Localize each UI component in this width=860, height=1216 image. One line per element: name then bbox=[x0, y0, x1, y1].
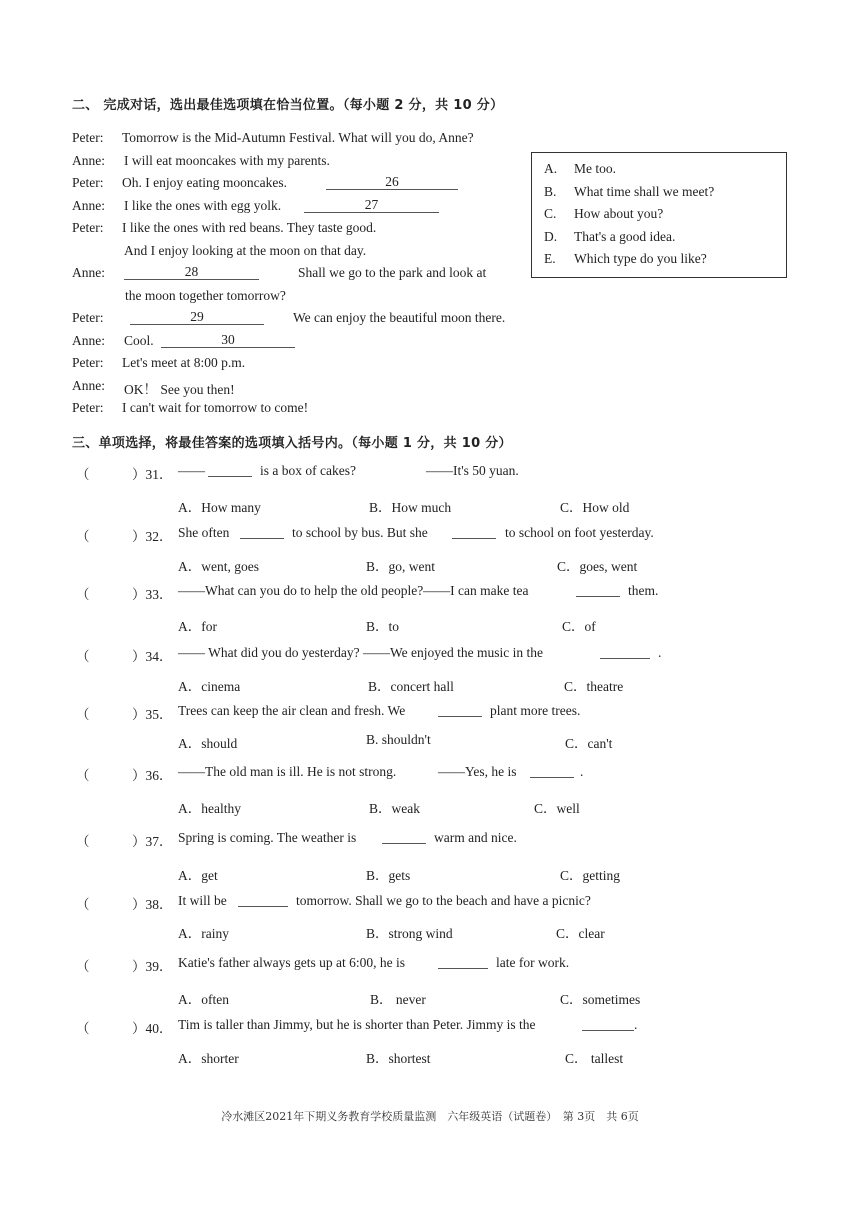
question-text: to school by bus. But she bbox=[292, 525, 428, 540]
speaker-label: Anne: bbox=[72, 198, 105, 213]
question-number: ）32． bbox=[132, 529, 173, 544]
question-40 bbox=[76, 1017, 776, 1037]
question-number: ）33． bbox=[132, 587, 173, 602]
speaker-label: Peter: bbox=[72, 355, 104, 370]
choice-40-c[interactable]: C． tallest bbox=[565, 1051, 624, 1066]
speaker-label: Anne: bbox=[72, 265, 105, 280]
speaker-label: Peter: bbox=[72, 400, 104, 415]
question-33 bbox=[76, 583, 776, 603]
answer-blank bbox=[240, 527, 284, 539]
answer-blank bbox=[238, 895, 288, 907]
question-text: plant more trees. bbox=[490, 703, 581, 718]
option-letter: E. bbox=[544, 251, 556, 266]
answer-blank bbox=[438, 705, 482, 717]
answer-paren[interactable]: （ bbox=[76, 707, 90, 722]
dialogue-text: Tomorrow is the Mid-Autumn Festival. What will you do, Anne? bbox=[122, 130, 474, 145]
question-39 bbox=[76, 955, 776, 975]
answer-paren[interactable]: （ bbox=[76, 587, 90, 602]
question-number: ）40． bbox=[132, 1021, 173, 1036]
speaker-label: Peter: bbox=[72, 220, 104, 235]
dialogue-line-5 bbox=[72, 220, 377, 236]
section3-heading: 三、单项选择，将最佳答案的选项填入括号内。（每小题 1 分，共 10 分） bbox=[72, 436, 512, 451]
dialogue-text: OK！ See you then! bbox=[124, 382, 235, 397]
choice-33-b[interactable]: B．to bbox=[366, 619, 400, 634]
question-38 bbox=[76, 893, 776, 913]
option-text: Me too. bbox=[574, 161, 616, 176]
answer-blank bbox=[452, 527, 496, 539]
option-letter: D. bbox=[544, 229, 558, 244]
dialogue-line-13 bbox=[72, 400, 309, 416]
answer-blank bbox=[382, 832, 426, 844]
dialogue-line-11 bbox=[72, 355, 246, 371]
question-text: to school on foot yesterday. bbox=[505, 525, 654, 540]
dialogue-text: I like the ones with egg yolk. bbox=[124, 198, 282, 213]
choice-35-b[interactable]: B. shouldn't bbox=[366, 732, 431, 747]
question-32 bbox=[76, 525, 776, 545]
option-text: That's a good idea. bbox=[574, 229, 676, 244]
choice-39-b[interactable]: B． never bbox=[370, 992, 426, 1007]
section2-heading: 二、 完成对话，选出最佳选项填在恰当位置。（每小题 2 分，共 10 分） bbox=[72, 98, 504, 113]
choice-34-b[interactable]: B．concert hall bbox=[368, 679, 454, 694]
dialogue-text: the moon together tomorrow? bbox=[125, 288, 286, 303]
question-number: ）39． bbox=[132, 959, 173, 974]
answer-blank bbox=[438, 957, 488, 969]
option-a bbox=[544, 161, 616, 177]
answer-blank-30[interactable]: 30 bbox=[161, 333, 295, 348]
option-b bbox=[544, 184, 714, 200]
question-36 bbox=[76, 764, 776, 784]
speaker-label: Peter: bbox=[72, 130, 104, 145]
choice-35-c[interactable]: C．can't bbox=[565, 736, 613, 751]
choice-37-b[interactable]: B．gets bbox=[366, 868, 411, 883]
choice-39-a[interactable]: A．often bbox=[178, 992, 229, 1007]
choice-40-a[interactable]: A．shorter bbox=[178, 1051, 239, 1066]
question-text: Trees can keep the air clean and fresh. We bbox=[178, 703, 406, 718]
question-text: Katie's father always gets up at 6:00, he is bbox=[178, 955, 405, 970]
dialogue-line-2 bbox=[72, 153, 330, 169]
question-text: tomorrow. Shall we go to the beach and have a picnic? bbox=[296, 893, 591, 908]
option-text: What time shall we meet? bbox=[574, 184, 715, 199]
question-number: ）36． bbox=[132, 768, 173, 783]
choice-32-c[interactable]: C．goes, went bbox=[557, 559, 638, 574]
question-text: them. bbox=[628, 583, 659, 598]
choice-32-b[interactable]: B．go, went bbox=[366, 559, 435, 574]
answer-paren[interactable]: （ bbox=[76, 897, 90, 912]
dialogue-text: Let's meet at 8:00 p.m. bbox=[122, 355, 246, 370]
question-34 bbox=[76, 645, 776, 665]
question-number: ）31． bbox=[132, 467, 173, 482]
dialogue-text: We can enjoy the beautiful moon there. bbox=[293, 310, 506, 325]
question-text: late for work. bbox=[496, 955, 570, 970]
question-text: She often bbox=[178, 525, 230, 540]
question-text: ——Yes, he is bbox=[438, 764, 517, 779]
dialogue-line-9 bbox=[72, 309, 506, 326]
question-number: ）38． bbox=[132, 897, 173, 912]
choice-34-a[interactable]: A．cinema bbox=[178, 679, 241, 694]
answer-blank bbox=[576, 585, 620, 597]
answer-blank-29[interactable]: 29 bbox=[130, 310, 264, 325]
dialogue-text: Shall we go to the park and look at bbox=[298, 265, 487, 280]
choice-35-a[interactable]: A．should bbox=[178, 736, 238, 751]
speaker-label: Peter: bbox=[72, 310, 104, 325]
question-text: warm and nice. bbox=[434, 830, 517, 845]
dialogue-text: And I enjoy looking at the moon on that day. bbox=[124, 243, 367, 258]
option-d bbox=[544, 229, 675, 245]
choice-33-a[interactable]: A．for bbox=[178, 619, 217, 634]
answer-paren[interactable]: （ bbox=[76, 1021, 90, 1036]
answer-blank bbox=[530, 766, 574, 778]
question-text: Spring is coming. The weather is bbox=[178, 830, 357, 845]
question-37 bbox=[76, 830, 776, 850]
option-letter: B. bbox=[544, 184, 557, 199]
answer-paren[interactable]: （ bbox=[76, 768, 90, 783]
choice-37-c[interactable]: C．getting bbox=[560, 868, 620, 883]
dialogue-line-1 bbox=[72, 130, 474, 146]
question-text: ——It's 50 yuan. bbox=[426, 463, 519, 478]
question-text: is a box of cakes? bbox=[260, 463, 356, 478]
question-31 bbox=[76, 463, 776, 483]
answer-paren[interactable]: （ bbox=[76, 834, 90, 849]
question-text: —— bbox=[178, 463, 205, 478]
page-footer: 冷水滩区2021年下期义务教育学校质量监测 六年级英语（试题卷） 第 3页 共 6页 bbox=[221, 1110, 639, 1123]
dialogue-text: I can't wait for tomorrow to come! bbox=[122, 400, 309, 415]
dialogue-line-3 bbox=[72, 174, 399, 191]
answer-paren[interactable]: （ bbox=[76, 649, 90, 664]
answer-paren[interactable]: （ bbox=[76, 529, 90, 544]
question-text: —— What did you do yesterday? ——We enjoyed the music in the bbox=[178, 645, 543, 660]
choice-31-b[interactable]: B．How much bbox=[369, 500, 452, 515]
option-letter: A. bbox=[544, 161, 558, 176]
choice-37-a[interactable]: A．get bbox=[178, 868, 218, 883]
option-letter: C. bbox=[544, 206, 557, 221]
choice-32-a[interactable]: A．went, goes bbox=[178, 559, 259, 574]
choice-31-c[interactable]: C．How old bbox=[560, 500, 630, 515]
speaker-label: Peter: bbox=[72, 175, 104, 190]
choice-36-a[interactable]: A．healthy bbox=[178, 801, 241, 816]
answer-blank bbox=[582, 1019, 634, 1031]
choice-39-c[interactable]: C．sometimes bbox=[560, 992, 641, 1007]
option-e bbox=[544, 251, 707, 267]
answer-blank-27[interactable]: 27 bbox=[304, 198, 439, 213]
question-text: . bbox=[658, 645, 662, 660]
dialogue-text: Cool. bbox=[124, 333, 154, 348]
dialogue-line-7 bbox=[72, 264, 487, 281]
question-text: ——The old man is ill. He is not strong. bbox=[178, 764, 397, 779]
choice-33-c[interactable]: C．of bbox=[562, 619, 596, 634]
choice-31-a[interactable]: A．How many bbox=[178, 500, 261, 515]
dialogue-line-10 bbox=[72, 332, 235, 349]
question-number: ）37． bbox=[132, 834, 173, 849]
option-text: Which type do you like? bbox=[574, 251, 707, 266]
speaker-label: Anne: bbox=[72, 153, 105, 168]
choice-36-c[interactable]: C．well bbox=[534, 801, 580, 816]
speaker-label: Anne: bbox=[72, 378, 105, 393]
question-number: ）35． bbox=[132, 707, 173, 722]
answer-blank bbox=[600, 647, 650, 659]
question-text: . bbox=[580, 764, 584, 779]
option-c bbox=[544, 206, 663, 222]
dialogue-line-4 bbox=[72, 197, 379, 214]
answer-blank bbox=[208, 465, 252, 477]
choice-38-a[interactable]: A．rainy bbox=[178, 926, 229, 941]
question-text: Tim is taller than Jimmy, but he is shorter than Peter. Jimmy is the bbox=[178, 1017, 536, 1032]
question-text: . bbox=[634, 1017, 638, 1032]
question-35 bbox=[76, 703, 776, 723]
answer-paren[interactable]: （ bbox=[76, 959, 90, 974]
choice-40-b[interactable]: B．shortest bbox=[366, 1051, 431, 1066]
dialogue-text: I will eat mooncakes with my parents. bbox=[124, 153, 330, 168]
dialogue-text: Oh. I enjoy eating mooncakes. bbox=[122, 175, 287, 190]
choice-38-c[interactable]: C．clear bbox=[556, 926, 605, 941]
answer-blank-26[interactable]: 26 bbox=[326, 175, 458, 190]
choice-34-c[interactable]: C．theatre bbox=[564, 679, 624, 694]
dialogue-line-12 bbox=[72, 378, 235, 397]
speaker-label: Anne: bbox=[72, 333, 105, 348]
options-box bbox=[531, 152, 787, 278]
question-text: It will be bbox=[178, 893, 227, 908]
dialogue-text: I like the ones with red beans. They taste good. bbox=[122, 220, 377, 235]
choice-36-b[interactable]: B．weak bbox=[369, 801, 420, 816]
option-text: How about you? bbox=[574, 206, 664, 221]
question-text: ——What can you do to help the old people?——I can make tea bbox=[178, 583, 529, 598]
answer-paren[interactable]: （ bbox=[76, 467, 90, 482]
answer-blank-28[interactable]: 28 bbox=[124, 265, 259, 280]
choice-38-b[interactable]: B．strong wind bbox=[366, 926, 453, 941]
question-number: ）34． bbox=[132, 649, 173, 664]
